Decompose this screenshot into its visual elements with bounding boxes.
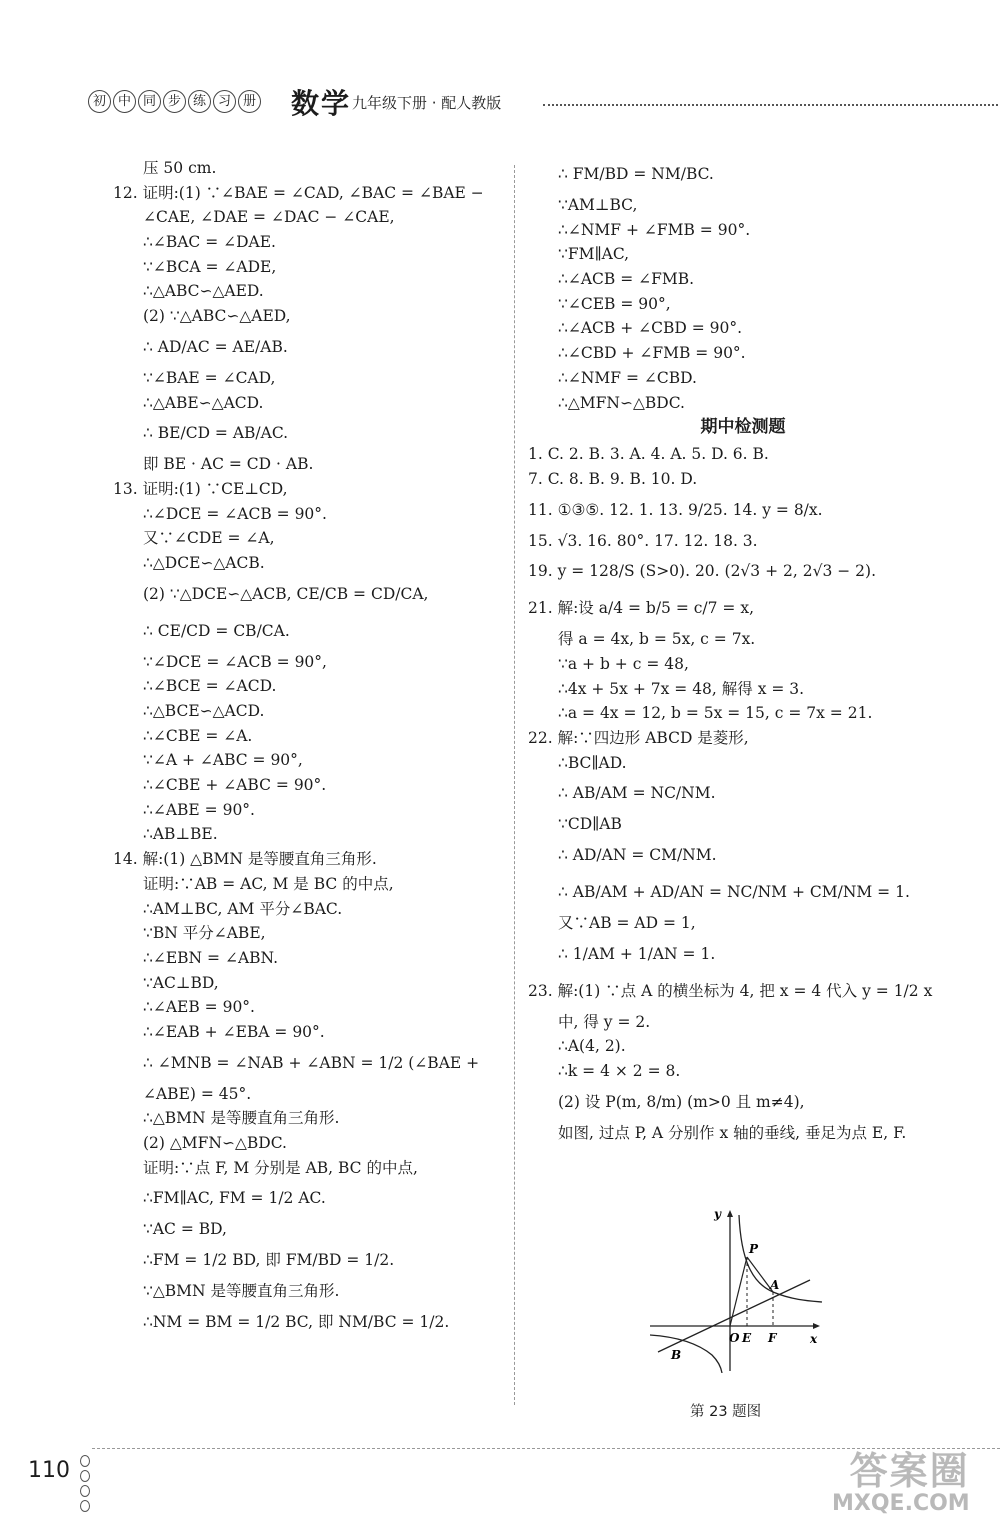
solution-line: ∵∠DCE = ∠ACB = 90°, <box>143 652 327 671</box>
solution-line: 15. √3. 16. 80°. 17. 12. 18. 3. <box>528 531 758 550</box>
solution-line: ∵AC⊥BD, <box>143 973 219 992</box>
solution-line: ∵∠CEB = 90°, <box>558 294 671 313</box>
solution-line: ∴ 1/AM + 1/AN = 1. <box>558 944 716 963</box>
watermark <box>832 1440 970 1516</box>
series-char: 练 <box>188 90 211 113</box>
solution-line: ∴△BMN 是等腰直角三角形. <box>143 1109 340 1128</box>
subject-title: 数学 <box>291 87 352 120</box>
solution-line: ∴BC∥AD. <box>558 753 627 772</box>
hyperbola-branch-2 <box>650 1335 722 1373</box>
footer-ovals <box>80 1455 90 1512</box>
solution-line: ∴A(4, 2). <box>558 1037 626 1056</box>
solution-line: ∴ ∠MNB = ∠NAB + ∠ABN = 1/2 (∠BAE + <box>143 1053 480 1072</box>
solution-line: ∴∠CBE = ∠A. <box>143 726 253 745</box>
solution-line: ∴AB⊥BE. <box>143 825 218 844</box>
solution-line: ∴ CE/CD = CB/CA. <box>143 621 290 640</box>
solution-line: 11. ①③⑤. 12. 1. 13. 9/25. 14. y = 8/x. <box>528 500 823 519</box>
oval-mark <box>80 1485 90 1497</box>
solution-line: 1. C. 2. B. 3. A. 4. A. 5. D. 6. B. <box>528 445 769 464</box>
solution-line: 7. C. 8. B. 9. B. 10. D. <box>528 469 698 488</box>
oval-mark <box>80 1470 90 1482</box>
solution-line: (2) 设 P(m, 8/m) (m>0 且 m≠4), <box>558 1092 805 1111</box>
solution-line: (2) ∵△ABC∽△AED, <box>143 307 291 326</box>
right-column <box>528 156 958 1146</box>
solution-line: ∵△BMN 是等腰直角三角形. <box>143 1282 340 1301</box>
series-char: 初 <box>88 90 111 113</box>
solution-line: ∴△BCE∽△ACD. <box>143 702 265 720</box>
solution-line: ∴∠NMF + ∠FMB = 90°. <box>558 220 751 239</box>
solution-line: 23. 解:(1) ∵点 A 的横坐标为 4, 把 x = 4 代入 y = 1/2 x <box>528 981 933 1000</box>
solution-line: ∴△MFN∽△BDC. <box>558 393 685 412</box>
series-char: 步 <box>163 90 186 113</box>
solution-line: ∴∠AEB = 90°. <box>143 998 255 1017</box>
series-title <box>88 90 261 113</box>
solution-line: 得 a = 4x, b = 5x, c = 7x. <box>558 630 756 649</box>
solution-line: 又∵AB = AD = 1, <box>558 914 696 933</box>
solution-line: ∴ AD/AN = CM/NM. <box>558 846 717 865</box>
series-char: 中 <box>113 90 136 113</box>
page-header <box>88 86 1000 126</box>
label-b: B <box>671 1348 682 1362</box>
y-axis-arrow <box>727 1210 733 1217</box>
watermark-logo-text: 答案圈 <box>849 1449 970 1493</box>
series-char: 习 <box>213 90 236 113</box>
solution-line: ∴FM∥AC, FM = 1/2 AC. <box>143 1189 326 1208</box>
solution-line: 即 BE · AC = CD · AB. <box>143 455 314 474</box>
solution-line: 压 50 cm. <box>143 159 217 177</box>
solution-line: ∵CD∥AB <box>558 815 622 834</box>
oval-mark <box>80 1500 90 1512</box>
solution-line: ∴∠DCE = ∠ACB = 90°. <box>143 504 327 523</box>
solution-line: ∴NM = BM = 1/2 BC, 即 NM/BC = 1/2. <box>143 1312 450 1331</box>
label-y: y <box>714 1207 721 1221</box>
solution-line: 19. y = 128/S (S>0). 20. (2√3 + 2, 2√3 − 2). <box>528 562 877 581</box>
label-a: A <box>770 1278 780 1292</box>
solution-line: ∴4x + 5x + 7x = 48, 解得 x = 3. <box>558 679 805 698</box>
figure-caption: 第 23 题图 <box>690 1404 762 1420</box>
solution-line: ∴ AD/AC = AE/AB. <box>143 337 288 356</box>
label-e: E <box>742 1331 752 1345</box>
section-title: 期中检测题 <box>700 417 786 438</box>
solution-line: 中, 得 y = 2. <box>558 1012 651 1031</box>
solution-line: ∵a + b + c = 48, <box>558 654 689 673</box>
solution-line: ∵AM⊥BC, <box>558 196 638 214</box>
solution-line: (2) ∵△DCE∽△ACB, CE/CB = CD/CA, <box>143 584 429 603</box>
figure-23 <box>650 1205 825 1373</box>
label-x: x <box>810 1332 818 1346</box>
solution-line: ∴∠BAC = ∠DAE. <box>143 233 276 252</box>
solution-line: 又∵∠CDE = ∠A, <box>143 529 275 548</box>
label-f: F <box>768 1331 777 1345</box>
solution-line: ∴△DCE∽△ACB. <box>143 553 265 572</box>
solution-line: ∴ FM/BD = NM/BC. <box>558 165 714 183</box>
header-dotted-rule <box>543 104 998 106</box>
solution-line: ∵AC = BD, <box>143 1220 227 1239</box>
solution-line: 21. 解:设 a/4 = b/5 = c/7 = x, <box>528 599 755 618</box>
grade-label: 九年级下册 · 配人教版 <box>352 94 502 112</box>
solution-line: 证明:∵点 F, M 分别是 AB, BC 的中点, <box>143 1158 418 1177</box>
solution-line: ∴a = 4x = 12, b = 5x = 15, c = 7x = 21. <box>558 704 873 723</box>
solution-line: ∵BN 平分∠ABE, <box>143 924 266 943</box>
solution-line: ∴ AB/AM + AD/AN = NC/NM + CM/NM = 1. <box>558 883 910 902</box>
solution-line: ∴ BE/CD = AB/AC. <box>143 424 289 443</box>
solution-line: 14. 解:(1) △BMN 是等腰直角三角形. <box>113 850 377 869</box>
solution-line: ∴∠ACB = ∠FMB. <box>558 270 695 289</box>
solution-line: ∴∠CBD + ∠FMB = 90°. <box>558 344 746 363</box>
solution-line: ∠ABE) = 45°. <box>143 1084 252 1103</box>
solution-line: ∴∠ABE = 90°. <box>143 800 255 819</box>
oval-mark <box>80 1455 90 1467</box>
solution-line: ∴∠EBN = ∠ABN. <box>143 948 279 967</box>
label-o: O <box>729 1331 740 1345</box>
solution-line: 12. 证明:(1) ∵∠BAE = ∠CAD, ∠BAC = ∠BAE − <box>113 183 484 202</box>
hyperbola-branch-1 <box>739 1215 822 1302</box>
solution-line: ∠CAE, ∠DAE = ∠DAC − ∠CAE, <box>143 208 395 227</box>
column-divider <box>514 165 515 1405</box>
solution-line: (2) △MFN∽△BDC. <box>143 1134 287 1152</box>
solution-line: ∴∠ACB + ∠CBD = 90°. <box>558 319 743 338</box>
solution-line: 13. 证明:(1) ∵CE⊥CD, <box>113 479 288 498</box>
solution-line: ∵∠BAE = ∠CAD, <box>143 368 276 387</box>
solution-line: ∵∠BCA = ∠ADE, <box>143 257 277 276</box>
series-char: 册 <box>238 90 261 113</box>
solution-line: 22. 解:∵四边形 ABCD 是菱形, <box>528 729 749 747</box>
watermark-url: MXQE.COM <box>832 1491 970 1516</box>
solution-line: ∴∠NMF = ∠CBD. <box>558 368 697 387</box>
page-number: 110 <box>28 1458 70 1483</box>
solution-line: ∴△ABE∽△ACD. <box>143 393 264 412</box>
label-p: P <box>749 1242 759 1256</box>
x-axis-arrow <box>813 1323 820 1329</box>
solution-line: ∴△ABC∽△AED. <box>143 282 264 301</box>
solution-line: ∵∠A + ∠ABC = 90°, <box>143 751 303 770</box>
solution-line: ∴AM⊥BC, AM 平分∠BAC. <box>143 899 343 918</box>
solution-line: 如图, 过点 P, A 分别作 x 轴的垂线, 垂足为点 E, F. <box>558 1123 907 1142</box>
solution-line: ∴FM = 1/2 BD, 即 FM/BD = 1/2. <box>143 1251 395 1270</box>
solution-line: ∴ AB/AM = NC/NM. <box>558 784 716 803</box>
left-column <box>113 156 505 1341</box>
segment-op <box>730 1257 747 1326</box>
series-char: 同 <box>138 90 161 113</box>
solution-line: ∴k = 4 × 2 = 8. <box>558 1062 681 1081</box>
solution-line: ∵FM∥AC, <box>558 245 630 264</box>
solution-line: ∴∠CBE + ∠ABC = 90°. <box>143 776 327 795</box>
solution-line: ∴∠EAB + ∠EBA = 90°. <box>143 1022 325 1041</box>
solution-line: 证明:∵AB = AC, M 是 BC 的中点, <box>143 874 394 893</box>
solution-line: ∴∠BCE = ∠ACD. <box>143 677 277 696</box>
